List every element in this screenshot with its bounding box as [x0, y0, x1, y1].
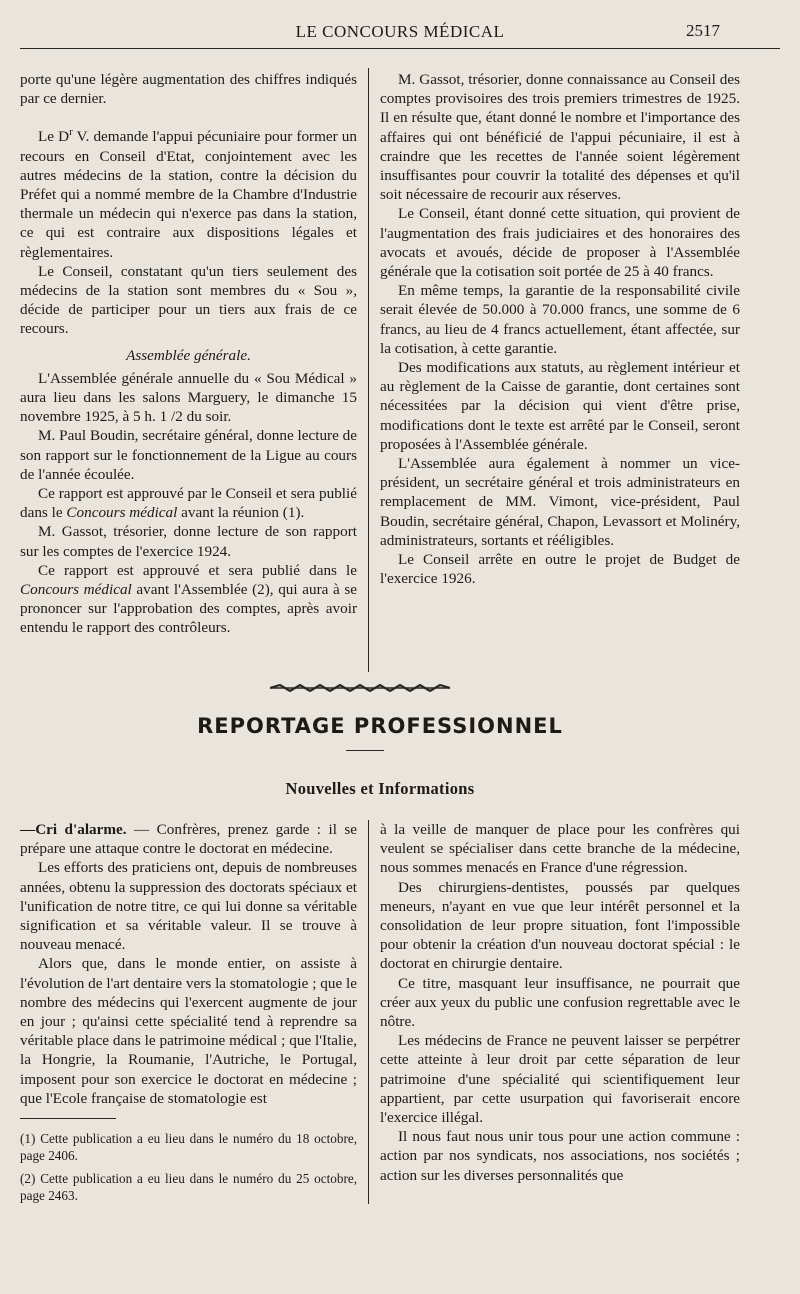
text-run: Ce rapport est approuvé par le Conseil et sera publié dans le	[20, 485, 357, 522]
paragraph: Des modifications aux statuts, au règlement intérieur et au règlement de la Caisse de garantie, dont certaines sont nécessitées par la décision qui vient d'être prise, modifications dont le texte est arrêté par le Conseil, seront proposées à l'Assemblée générale.	[380, 359, 740, 453]
top-right-column	[380, 70, 740, 588]
ornament-divider	[270, 684, 450, 692]
bottom-right-column	[380, 820, 740, 1185]
paragraph: Le Conseil, constatant qu'un tiers seulement des médecins de la station sont membres du « Sou », décide de participer pour un tiers aux frais de ce recours.	[20, 262, 357, 338]
paragraph: En même temps, la garantie de la responsabilité civile serait élevée de 50.000 à 70.000 francs, une somme de 6 francs, au lieu de 4 francs actuellement, étant affectée, sur la cotisation, à cette garantie.	[380, 282, 740, 357]
text-run: avant l'Assemblée (2), qui aura à se prononcer sur l'approbation des comptes, après avoir entendu le rapport des contrôleurs.	[20, 581, 357, 637]
footnote-2: (2) Cette publication a eu lieu dans le numéro du 25 octobre, page 2463.	[20, 1171, 357, 1203]
superscript: r	[69, 126, 73, 139]
column-divider	[368, 68, 369, 672]
paragraph	[20, 820, 357, 858]
section-rule	[346, 750, 384, 751]
paragraph: à la veille de manquer de place pour les confrères qui veulent se spécialiser dans cette branche de la médecine, nous sommes menacés en France d'une régression.	[380, 821, 740, 877]
paragraph: M. Paul Boudin, secrétaire général, donne lecture de son rapport sur le fonctionnement de la Ligue au cours de l'année écoulée.	[20, 427, 357, 483]
runin-heading: —Cri d'alarme.	[20, 821, 127, 838]
paragraph: M. Gassot, trésorier, donne connaissance au Conseil des comptes provisoires des trois premiers trimestres de 1925. Il en résulte que, étant donné le nombre et l'importance des affaires qui ont bénéficié de l'appui pécuniaire, il est à craindre que les recettes de l'année soient légèrement insuffisantes pour couvrir la totalité des dépenses et qu'il soit nécessaire de recourir aux réserves.	[380, 71, 740, 204]
bottom-left-column	[20, 820, 357, 1108]
paragraph: Ce titre, masquant leur insuffisance, ne pourrait que créer aux yeux du public une confusion regrettable avec le nôtre.	[380, 974, 740, 1031]
paragraph: Les efforts des praticiens ont, depuis de nombreuses années, obtenu la suppression des doctorats spéciaux et l'unification de notre titre, ce qui lui donne sa véritable signification et sa véritable valeur. Il se trouve à nouveau menacé.	[20, 859, 357, 954]
text-run: avant la réunion (1).	[177, 504, 305, 522]
paragraph: Les médecins de France ne peuvent laisser se perpétrer cette atteinte à leur droit par cette séparation de leur patrimoine d'une spécialité qui scientifiquement leur appartient, par cette usurpation qui favoriserait encore l'exercice illégal.	[380, 1032, 740, 1127]
footnote-rule	[20, 1118, 116, 1119]
top-left-column	[20, 70, 357, 638]
paragraph: Il nous faut nous unir tous pour une action commune : action par nos syndicats, nos associations, nos sociétés ; action sur les diverses personnalités que	[380, 1128, 740, 1184]
paragraph	[20, 127, 357, 261]
text-run: Le D	[38, 128, 70, 146]
running-header	[20, 18, 780, 49]
text-run: Ce rapport est approuvé et sera publié dans le	[38, 561, 357, 579]
paragraph	[20, 561, 357, 638]
section-subtitle: Nouvelles et Informations	[285, 779, 475, 798]
paragraph: Alors que, dans le monde entier, on assiste à l'évolution de l'art dentaire vers la stomatologie ; que le nombre des médecins qui l'exercent augmente de jour en jour ; qu'ainsi cette spécialité tend à reprendre sa véritable place dans le patrimoine médical ; que l'Italie, la Hongrie, la Roumanie, l'Autriche, le Portugal, imposent pour son exercice le doctorat en médecine ; que l'Ecole française de stomatologie est	[20, 955, 357, 1107]
column-divider	[368, 820, 369, 1204]
paragraph: Le Conseil arrête en outre le projet de Budget de l'exercice 1926.	[380, 551, 740, 588]
subheading-assemblee: Assemblée générale.	[126, 346, 251, 364]
text-run: V. demande l'appui pécuniaire pour former un recours en Conseil d'Etat, conjointement avec les autres médecins de la station, contre la décision du Préfet qui a nommé membre de la Chambre d'Industrie thermale un médecin qui n'exerce pas dans la station, ce qui est contraire aux dispositions légales et règlementaires.	[20, 128, 357, 261]
page-number: 2517	[686, 21, 720, 40]
italic-title: Concours médical	[20, 581, 132, 599]
italic-title: Concours médical	[66, 504, 178, 522]
paragraph: L'Assemblée générale annuelle du « Sou Médical » aura lieu dans les salons Marguery, le dimanche 15 novembre 1925, à 5 h. 1 /2 du soir.	[20, 369, 357, 426]
text-run: — Confrères, prenez garde : il se prépare une attaque contre le doctorat en médecine.	[20, 821, 357, 858]
section-title: REPORTAGE PROFESSIONNEL	[197, 714, 563, 738]
paragraph: L'Assemblée aura également à nommer un vice-président, un secrétaire général et trois administrateurs en remplacement de MM. Vimont, vice-président, Paul Boudin, secrétaire général, Chapon, Levassort et Molinéry, administrateurs, sortants et rééligibles.	[380, 455, 740, 549]
paragraph	[20, 484, 357, 522]
running-title: LE CONCOURS MÉDICAL	[295, 22, 505, 41]
footnote-1: (1) Cette publication a eu lieu dans le numéro du 18 octobre, page 2406.	[20, 1131, 357, 1163]
footnotes	[20, 1130, 357, 1204]
paragraph: M. Gassot, trésorier, donne lecture de son rapport sur les comptes de l'exercice 1924.	[20, 523, 357, 560]
paragraph: Des chirurgiens-dentistes, poussés par quelques meneurs, n'ayant en vue que leur intérêt personnel et la consolidation de leur propre situation, font l'impossible pour obtenir la création d'un nouveau doctorat spécial : le doctorat en chirurgie dentaire.	[380, 878, 740, 973]
paragraph: Le Conseil, étant donné cette situation, qui provient de l'augmentation des frais judiciaires et des honoraires des avocats et avoués, décide de proposer à l'Assemblée générale que la cotisation soit portée de 25 à 40 francs.	[380, 205, 740, 281]
paragraph: porte qu'une légère augmentation des chiffres indiqués par ce dernier.	[20, 71, 357, 108]
